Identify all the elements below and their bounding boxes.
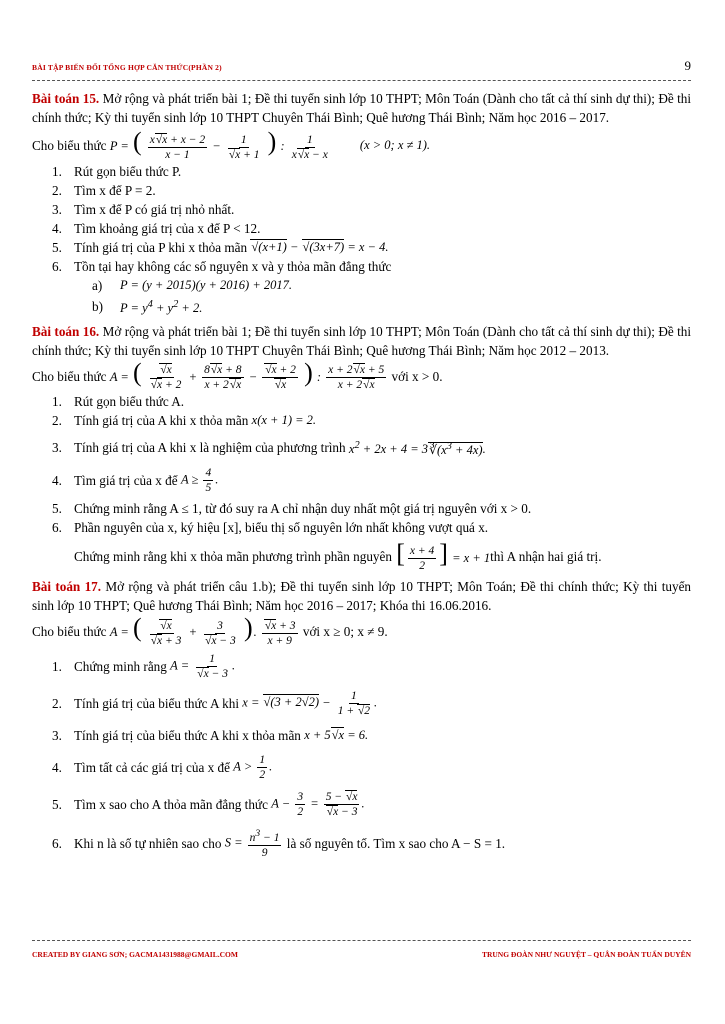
item-text: Chứng minh rằng khi x thỏa mãn phương trình phần nguyên	[74, 549, 392, 565]
item-text: thì A nhận hai giá trị.	[490, 549, 602, 565]
formula-p-condition: (x > 0; x ≠ 1).	[359, 137, 431, 152]
list-item: 6. Phần nguyên của x, ký hiệu [x], biểu thị số nguyên lớn nhất không vượt quá x.	[52, 519, 489, 535]
formula: A − $\frac{3}{2}$ = $\frac{5 - √x}{√x - 3}$ .	[271, 790, 365, 818]
footer-divider	[32, 940, 691, 941]
sub-item-b	[32, 295, 691, 318]
problem-16-intro	[32, 322, 691, 360]
footer-credit: TRUNG ĐOÀN NHƯ NGUYỆT – QUÂN ĐOÀN TUẤN DUYÊN	[481, 950, 691, 959]
item-number: 5.	[52, 239, 62, 255]
problem-15-given	[32, 129, 691, 162]
formula: x(x + 1) = 2.	[251, 413, 317, 428]
problem-16-items	[32, 392, 691, 536]
list-item	[52, 238, 691, 257]
item-text: Tính giá trị của biểu thức A khi	[74, 695, 239, 711]
given-suffix: với x ≥ 0; x ≠ 9.	[302, 624, 388, 639]
formula: A ≥ $\frac{4}{5}$ .	[180, 466, 219, 494]
item-text: Phần nguyên của x, ký hiệu [x], biểu thị số nguyên lớn nhất không vượt quá x.	[74, 519, 489, 535]
given-prefix: Cho biểu thức	[32, 624, 107, 639]
formula: P = (y + 2015)(y + 2016) + 2017.	[120, 277, 293, 292]
given-prefix: Cho biểu thức	[32, 368, 107, 384]
list-item: 3. Tính giá trị của A khi x là nghiệm của phương trình $x^2 + 2x + 4$ = $3∛(x^3 + 4x)$.	[52, 436, 691, 459]
list-item: 3. Tính giá trị của biểu thức A khi x thỏa mãn x + 5√x = 6.	[52, 727, 369, 743]
problem-15-text: Mở rộng và phát triển bài 1; Đề thi tuyển sinh lớp 10 THPT; Môn Toán (Dành cho tất cả thí sinh dự thi); Đề thi chính thức; Kỳ thi tuyển sinh lớp 10 THPT Chuyên Thái Bình; Quê hương Thái Bình; Năm học 2016 – 2017.	[32, 91, 692, 125]
item-number: 1.	[52, 163, 62, 179]
formula: x + 5√x = 6.	[304, 727, 369, 742]
header-title: BÀI TẬP BIẾN ĐỔI TỔNG HỢP CĂN THỨC(PHẦN 2)	[32, 63, 222, 72]
item-text: 6. Tồn tại hay không các số nguyên x và y thỏa mãn đẳng thức	[52, 258, 392, 274]
list-item	[52, 162, 691, 181]
item-text: Tính giá trị của biểu thức A khi x thỏa mãn	[74, 727, 301, 743]
sub-label: a)	[92, 277, 103, 293]
problem-17-intro	[32, 577, 691, 615]
problem-16-text: Mở rộng và phát triển bài 1; Đề thi tuyển sinh lớp 10 THPT; Môn Toán (Dành cho tất cả thí sinh dự thi); Đề thi chính thức; Kỳ thi tuyển sinh lớp 10 THPT Chuyên Thái Bình; Quê hương Thái Bình; Năm học 2012 – 2013.	[32, 323, 692, 358]
list-item: 1. Rút gọn biểu thức A.	[52, 394, 185, 410]
list-item: 1. Chứng minh rằng A = $\frac{1}{√x - 3}$ .	[52, 652, 236, 680]
item-text: 2. Tìm x để P = 2.	[52, 182, 156, 198]
page-number: 9	[684, 58, 691, 73]
problem-16-label: Bài toán 16.	[32, 323, 100, 339]
item-number: 4.	[52, 220, 62, 236]
formula: A = $\frac{1}{√x - 3}$ .	[170, 652, 236, 680]
formula: [ $\frac{x + 4}{2}$ ] = x + 1	[396, 538, 491, 573]
list-item	[52, 257, 691, 276]
problem-17-given	[32, 615, 691, 648]
footer-author: CREATED BY GIANG SƠN; GACMA1431988@GMAIL.COM	[32, 950, 238, 959]
problem-16-item-6b	[32, 538, 691, 574]
formula: $x^2 + 2x + 4$ = $3∛(x^3 + 4x)$.	[348, 440, 486, 457]
item-text: Chứng minh rằng A ≤ 1, từ đó suy ra A chỉ nhận duy nhất một giá trị nguyên với x > 0.	[74, 500, 532, 516]
list-item: 5. Tìm x sao cho A thỏa mãn đẳng thức A − $\frac{3}{2}$ = $\frac{5 - √x}{√x - 3}$ .	[52, 790, 365, 818]
item-text: Tính giá trị của A khi x thỏa mãn	[74, 413, 249, 429]
formula: √(x+1) − √(3x+7) = x − 4.	[251, 239, 389, 254]
list-item: 6. Khi n là số tự nhiên sao cho S = $\frac{n^3 - 1}{9}$ là số nguyên tố. Tìm x sao cho A − S = 1.	[52, 827, 506, 859]
item-text: Khi n là số tự nhiên sao cho	[74, 835, 222, 851]
formula-p: P = ( $\frac{x√x + x - 2}{x - 1}$ − $\frac{1}{√x + 1}$ ) : $\frac{1}{x√x - x}$	[109, 127, 328, 161]
formula-a: A = ( $\frac{√x}{√x + 3}$ + $\frac{3}{√x - 3}$ ). $\frac{√x + 3}{x + 9}$	[109, 613, 296, 647]
problem-17-items	[32, 652, 691, 860]
item-text: Tính giá trị của A khi x là nghiệm của phương trình	[74, 440, 346, 456]
formula: S = $\frac{n^3 - 1}{9}$	[224, 827, 280, 859]
formula: $P = y^4 + y^2 + 2$.	[120, 298, 203, 315]
document-body	[32, 89, 691, 860]
problem-17-label: Bài toán 17.	[32, 579, 102, 595]
item-text: Tìm tất cả các giá trị của x để	[74, 759, 230, 775]
problem-15-label: Bài toán 15.	[32, 91, 100, 106]
formula: x = √(3 + 2√2) − $\frac{1}{1 + √2}$ .	[242, 689, 378, 717]
problem-15-intro	[32, 89, 691, 127]
list-item	[52, 181, 691, 200]
given-suffix: với x > 0.	[391, 368, 443, 384]
item-text: 5. Tính giá trị của P khi x thỏa mãn	[52, 239, 248, 255]
item-text: Tìm giá trị của x để	[74, 472, 178, 488]
given-prefix: Cho biểu thức	[32, 137, 107, 153]
item-number: 2.	[52, 182, 62, 198]
item-number: 6.	[52, 258, 62, 274]
list-item: 2. Tính giá trị của A khi x thỏa mãn x(x + 1) = 2.	[52, 413, 317, 429]
list-item: 4. Tìm tất cả các giá trị của x để A > $\frac{1}{2}$ .	[52, 753, 273, 781]
list-item	[52, 219, 691, 238]
problem-16-given	[32, 357, 691, 393]
item-text: Chứng minh rằng	[74, 658, 167, 674]
problem-17-text: Mở rộng và phát triển câu 1.b); Đề thi tuyển sinh lớp 10 THPT; Môn Toán; Đề thi chính thức; Kỳ thi tuyển sinh lớp 10 THPT; Quê hương Thái Bình; Năm học 2016 – 2017; Khóa thi 16.06.2016.	[32, 579, 692, 614]
problem-15-items	[32, 162, 691, 276]
item-number: 3.	[52, 201, 62, 217]
item-text: 3. Tìm x để P có giá trị nhỏ nhất.	[52, 201, 235, 217]
item-text: 4. Tìm khoảng giá trị của x để P < 12.	[52, 220, 261, 236]
formula-a: A = ( $\frac{√x}{√x + 2}$ + $\frac{8√x + 8}{x + 2√x}$ − $\frac{√x + 2}{√x}$ ) : $\frac{x + 2√x + 5}{x + 2√x}$	[109, 357, 385, 392]
item-text: Tìm x sao cho A thỏa mãn đẳng thức	[74, 796, 268, 812]
list-item: 5. Chứng minh rằng A ≤ 1, từ đó suy ra A chỉ nhận duy nhất một giá trị nguyên với x > 0.	[52, 500, 532, 516]
list-item: 4. Tìm giá trị của x để A ≥ $\frac{4}{5}$ .	[52, 466, 219, 494]
list-item: 2. Tính giá trị của biểu thức A khi x = √(3 + 2√2) − $\frac{1}{1 + √2}$ .	[52, 689, 378, 717]
sub-label: b)	[92, 298, 103, 314]
item-text: 1. Rút gọn biểu thức P.	[52, 163, 182, 179]
item-text: Rút gọn biểu thức A.	[74, 394, 185, 410]
formula: A > $\frac{1}{2}$ .	[233, 753, 273, 781]
list-item	[52, 200, 691, 219]
sub-item-a	[32, 276, 691, 295]
item-text: là số nguyên tố. Tìm x sao cho A − S = 1.	[286, 835, 506, 851]
header-divider	[32, 80, 691, 81]
